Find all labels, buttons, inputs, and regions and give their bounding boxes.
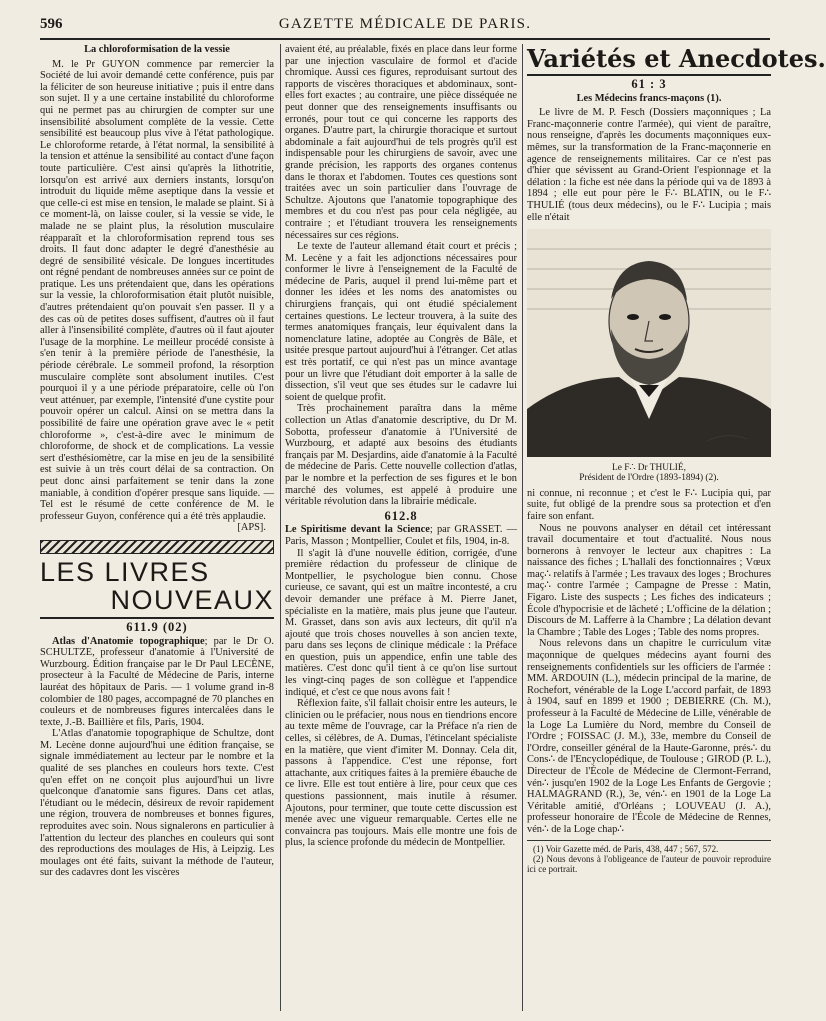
page-header bbox=[40, 10, 770, 40]
section-heading-varietes: Variétés et Anecdotes. bbox=[527, 44, 771, 76]
classification-number: 61 : 3 bbox=[631, 77, 667, 91]
column-middle bbox=[285, 44, 517, 1011]
classification-number: 611.9 (02) bbox=[126, 619, 188, 634]
column-divider bbox=[522, 44, 523, 1011]
paragraph: L'Atlas d'anatomie topographique de Schultze, dont M. Lecène donne aujourd'hui une édition française, se signale immédiatement au lecteur par le nombre et la qualité de ses planches en couleurs hors texte. C'est qu'en effet on ne conçoit plus aujourd'hui un livre quelconque d'anatomie sans figures. Dans cet atlas, l'étudiant ou le médecin, désireux de revoir rapidement une région, trouvera de nombreuses et bonnes figures, reproduites avec soin. Nous signalerons en particulier à l'attention du lecteur des planches en couleurs qui sont des reproductions des moulages de His, à Leipzig. Les moulages ont été faits, suivant la méthode de l'auteur, sur des cadavres dont les viscères bbox=[40, 728, 274, 879]
book-title: Le Spiritisme devant la Science bbox=[285, 524, 430, 536]
book-details: ; par le Dr O. SCHULTZE, professeur d'anatomie à l'Université de Wurzbourg. Édition française par le Dr Paul LECÈNE, prosecteur à la Faculté de Médecine de Paris, interne lauréat des hôpitaux de Paris. — 1 volume grand in-8 colombier de 180 pages, accompagné de 70 planches en couleurs et de nombreuses figures intercalées dans le texte, J.-B. Baillière et fils, Paris, 1904. bbox=[40, 635, 275, 728]
portrait-caption bbox=[527, 463, 771, 484]
caption-line: Le F∴ Dr THULIÉ, bbox=[611, 462, 686, 473]
section-heading-livres bbox=[40, 558, 274, 614]
book-reference bbox=[285, 524, 517, 547]
column-left bbox=[40, 44, 274, 1011]
paragraph: M. le Pr GUYON commence par remercier la Société de lui avoir demandé cette conférence, puis par la féliciter de son heureuse initiative ; puis il entre dans son sujet. Il y a une certaine instabilité du chloroforme qui ne permet pas au chirurgien de compter sur une insensibilité absolument complète de la vessie. Cette sensibilité est beaucoup plus vive à l'état pathologique. Le chloroforme retarde, à l'état normal, la sensibilité à la tension et atténue la sensibilité au contact d'une façon toute particulière. C'est ainsi qu'après la lithotritie, lorsqu'on est arrivé aux derniers instants, lorsqu'on introduit du liquide même aseptique dans la vessie et que celle-ci est mise en tension, le malade se plaint. Si à ce moment-là, on laisse couler, si la vessie se vide, le malade ne se plaint plus, la résolution musculaire réapparaît et la chloroformisation reprend tous ses droits. Il faut donc adapter le degré d'anesthésie au degré de sensibilité vésicale. De longues incertitudes ont régné pendant de nombreuses années sur ce point de pratique. Les uns prétendaient que, dans les opérations sur la vessie, la chloroformisation était plutôt nuisible, d'autres prétendaient qu'on pouvait s'en passer. Il y a des cas où de petites doses suffisent, d'autres où il faut aller à l'insensibilité complète, d'autres où il faut ajouter l'usage de la morphine. Le meilleur procédé consiste à s'en tenir à la première période de l'anesthésie, la période cérébrale. Le sommeil profond, la résorption musculaire complète sont absolument inutiles. C'est pourquoi il y a une période préparatoire, celle où l'on veut atténuer, par exemple, l'intensité d'une cystite pour pouvoir opérer un calcul. Ainsi on se mettra dans la possibilité de faire une opération grave avec le « petit chloroforme », c'est-à-dire avec le minimum de chloroforme, de shock et de complications. La vessie sert d'esthésiomètre, car la mise en jeu de la sensibilité est suivie à un très court délai de sa contraction. On peut donc ainsi parfaitement se tenir dans la zone maniable, à condition d'opérer presque sans liquide. — Tel est le résumé de cette conférence de M. le professeur Guyon, conférence qui a été très applaudie. bbox=[40, 58, 274, 522]
page-number: 596 bbox=[40, 16, 63, 32]
heading-line: NOUVEAUX bbox=[110, 584, 274, 615]
footnotes bbox=[527, 840, 771, 874]
column-divider bbox=[280, 44, 281, 1011]
paragraph: Nous relevons dans un chapitre le curriculum vitæ maçonnique de quelques médecins ayant fourni des renseignements confidentiels sur les officiers de l'armée : MM. ARDOUIN (L.), médecin principal de la marine, de Rochefort, vénérable de la Loge L'accord parfait, de 1893 à 1904, sauf en 1899 et 1900 ; DEBIERRE (Ch. M.), professeur à la Faculté de Médecine de Lille, vénérable de la Loge La Lumière du Nord, membre du Conseil de l'Ordre ; FOISSAC (J. M.), 33e, membre du Conseil de l'Ordre, conseiller général de la Haute-Garonne, prés∴ du Cons∴ de l'Encyclopédique, de Toulouse ; GIROD (P. L.), Directeur de l'École de Médecine de Clermont-Ferrand, vén∴ jusqu'en 1902 de la Loge Les Enfants de Gergovie ; HALMAGRAND (R.), 3e, vén∴ en 1901 de la Loge La Véritable amitié, d'Orléans ; LOUVEAU (J. A.), professeur honoraire de l'École de Médecine de Rennes, vén∴ de la Loge chap∴ bbox=[527, 638, 771, 835]
footnote: (1) Voir Gazette méd. de Paris, 438, 447 ; 567, 572. bbox=[533, 843, 719, 854]
signature: [APS]. bbox=[237, 522, 266, 534]
portrait-engraving bbox=[527, 229, 771, 457]
column-right bbox=[527, 44, 826, 1011]
book-reference bbox=[40, 636, 274, 729]
paragraph: Il s'agit là d'une nouvelle édition, corrigée, d'une première rédaction du professeur de clinique de Montpellier, le psychologue bien connu. Chose curieuse, ce savant, qui est un maître incontesté, a cru devoir demander une préface à M. Pierre Janet, spécialiste en la matière, mais plus jeune que l'auteur. M. Grasset, dans son avis aux lecteurs, dit qu'il n'a ajouté que trois choses nouvelles à son ancien texte, paru dans ses leçons de clinique médicale : la Préface en question, puis un appendice, enfin une table des matières. C'est donc qu'il tient à ce qu'on lise surtout les vingt-cinq pages de son collègue et l'appendice indiqué, et c'est ce que nous avons fait ! bbox=[285, 547, 517, 698]
book-title: Atlas d'Anatomie topographique bbox=[52, 635, 205, 647]
paragraph: Le livre de M. P. Fesch (Dossiers maçonniques ; La Franc-maçonnerie contre l'armée), qui vient de paraître, nous renseigne, d'après les documents maçonniques eux-mêmes, sur la transformation de la Franc-maçonnerie en agence de renseignements militaires. Car ce n'est pas d'hier que sévissent au Grand-Orient l'espionnage et la délation : la fiche est née dans la période qui va de 1893 à 1894 ; elle eut pour père le F∴ BLATIN, ou le F∴ THULIÉ (tous deux médecins), ou le F∴ Lucipia ; mais elle n'était bbox=[527, 107, 771, 223]
divider bbox=[40, 617, 274, 619]
classification-number: 612.8 bbox=[384, 508, 418, 523]
caption-line: Président de l'Ordre (1893-1894) (2). bbox=[579, 473, 719, 484]
decorative-band bbox=[40, 540, 274, 554]
paragraph: Le texte de l'auteur allemand était court et précis ; M. Lecène y a fait les adjonctions nécessaires pour conformer le livre à l'enseignement de la Faculté de médecine de Paris, auquel il prend lui-même part et donner les idées et les noms des anatomistes ou chirurgiens français, qui ont étudié spécialement certaines questions. Le lecteur trouvera, à la suite des termes anatomiques français, leur équivalent dans la nomenclature latine, adoptée au Congrès de Bâle, et usitée presque partout aujourd'hui à l'étranger. Cet atlas est très portatif, ce qui n'est pas un mince avantage pour un livre que l'étudiant doit emporter à la salle de dissection, s'il veut que ses études sur le cadavre lui soient de quelque profit. bbox=[285, 241, 517, 403]
footnote: (2) Nous devons à l'obligeance de l'auteur de pouvoir reproduire ici ce portrait. bbox=[527, 853, 771, 874]
article-title: Les Médecins francs-maçons (1). bbox=[576, 92, 722, 104]
book-details: ; par GRASSET. — Paris, Masson ; Montpellier, Coulet et fils, 1904, in-8. bbox=[285, 524, 518, 547]
paragraph: Très prochainement paraîtra dans la même collection un Atlas d'anatomie descriptive, du Dr M. Sobotta, professeur d'anatomie à l'Université de Wurzbourg, et adapté aux besoins des étudiants français par M. Desjardins, aide d'anatomie à la Faculté de médecine de Paris. Cette nouvelle collection d'atlas, par le nombre et la perfection de ses figures et le bon marché des volumes, est appelé à produire une véritable révolution dans la librairie médicale. bbox=[285, 403, 517, 508]
heading-line: LES LIVRES bbox=[40, 556, 210, 587]
paragraph: Réflexion faite, s'il fallait choisir entre les auteurs, le clinicien ou le préfacier, nous nous en tiendrions encore au texte même de l'ouvrage, car la Préface n'a rien de celles, si célèbres, de A. Dumas, l'étincelant spécialiste en la matière, que vient d'imiter M. Donnay. Cela dit, passons à l'appendice. C'est une réponse, fort attachante, aux critiques faites à la première ébauche de ce livre. Elle est tout entière à lire, pour ceux que ces questions passionnent, mais inutile à résumer. Ajoutons, pour terminer, que toute cette discussion est menée avec une vigueur remarquable. Certes elle ne convaincra pas toujours. Mais elle montre une fois de plus, la science profonde du médecin de Montpellier. bbox=[285, 698, 517, 849]
masthead-title: GAZETTE MÉDICALE DE PARIS. bbox=[278, 16, 532, 32]
paragraph: avaient été, au préalable, fixés en place dans leur forme par une injection vasculaire de formol et d'acide chromique. Aussi ces figures, reproduisant surtout des rapports de viscères thoraciques et abdominaux, sont-elles fort exactes ; au contraire, une pièce disséquée ne peut donner que des renseignements insuffisants ou erronés, pour tout ce qui concerne les rapports des organes. D'autre part, la chirurgie thoracique et surtout abdominale a fait aujourd'hui de tels progrès qu'il est indispensable pour les chirurgiens de savoir, avec une grande précision, les rapports des organes contenus dans le thorax et l'abdomen. Toutes ces questions sont traitées avec un soin particulier dans l'ouvrage de Schultze. Ajoutons que l'anatomie topographique des membres et du cou n'est pas pour cela négligée, au contraire ; et l'étudiant trouvera les renseignements nécessaires sur ces régions. bbox=[285, 44, 517, 241]
paragraph: ni connue, ni reconnue ; et c'est le F∴ Lucipia qui, par suite, fut obligé de la prendre sous sa protection et d'en faire son enfant. bbox=[527, 487, 771, 522]
paragraph: Nous ne pouvons analyser en détail cet intéressant travail documentaire et tout d'actualité. Nous nous bornerons à renvoyer le lecteur aux chapitres : La naissance des fiches ; L'hallali des fonctionnaires ; Vœux maç∴ relatifs à l'armée ; Les travaux des loges ; Brochures maç∴ contre l'armée ; Campagne de Presse : Matin, Figaro. Liste des suspects ; Les fiches des indicateurs ; École d'hypocrisie et de lâcheté ; L'officine de la délation ; Discours de M. Lafferre à la Chambre ; La délation devant la Chambre ; Table des Loges ; Table des noms propres. bbox=[527, 522, 771, 638]
section-title: La chloroformisation de la vessie bbox=[84, 44, 230, 55]
